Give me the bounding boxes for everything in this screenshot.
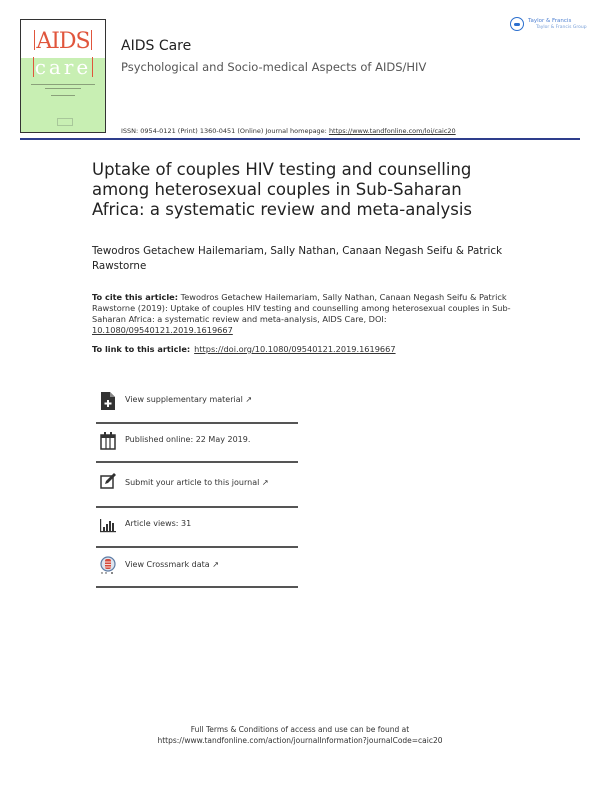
item-label: Submit your article to this journal ↗ [125, 478, 269, 487]
journal-homepage-link[interactable]: https://www.tandfonline.com/loi/caic20 [328, 127, 456, 135]
calendar-icon [100, 432, 116, 450]
cite-text: Tewodros Getachew Hailemariam, Sally Nathan, Canaan Negash Seifu & Patrick Rawstorne (2019): Uptake of couples HIV testing and counselling among heterosexual couples in Sub-Saharan Africa: a systematic review and meta-analysis, AIDS Care, DOI: [92, 292, 511, 324]
cite-label: To cite this article: [92, 292, 178, 302]
publisher-logo [510, 17, 587, 33]
edit-icon [100, 471, 116, 489]
terms-link[interactable]: https://www.tandfonline.com/action/journalInformation?journalCode=caic20 [157, 736, 443, 745]
taylor-francis-logo-icon [510, 17, 524, 31]
view-supplementary-button[interactable] [96, 384, 298, 420]
journal-title: AIDS Care [121, 38, 192, 54]
journal-subtitle: Psychological and Socio-medical Aspects of AIDS/HIV [121, 60, 427, 74]
external-link-icon: ↗ [261, 478, 269, 487]
cover-subtitle-line [31, 84, 95, 85]
article-views [96, 508, 298, 544]
cover-title-bottom: care [34, 55, 92, 79]
terms-footer [100, 724, 500, 746]
issn-text: ISSN: 0954-0121 (Print) 1360-0451 (Online) Journal homepage: [121, 127, 329, 135]
header-rule [20, 138, 580, 140]
external-link-icon: ↗ [245, 395, 253, 404]
item-label: View Crossmark data ↗ [125, 560, 219, 569]
article-title: Uptake of couples HIV testing and counselling among heterosexual couples in Sub-Saharan Africa: a systematic review and meta-analysis [92, 160, 473, 219]
cover-title-top: AIDS [36, 29, 90, 54]
cover-publisher-logo [57, 118, 73, 126]
article-authors: Tewodros Getachew Hailemariam, Sally Nathan, Canaan Negash Seifu & Patrick Rawstorne [92, 245, 503, 272]
citation-block [92, 292, 512, 336]
cite-doi-link[interactable]: 10.1080/09540121.2019.1619667 [92, 325, 233, 335]
bar-chart-icon [100, 516, 116, 534]
external-link-icon: ↗ [212, 560, 219, 569]
publisher-name: Taylor & Francis [528, 18, 572, 24]
terms-text: Full Terms & Conditions of access and use can be found at [190, 725, 410, 734]
item-label: Published online: 22 May 2019. [125, 435, 251, 444]
cover-subtitle-line [51, 95, 75, 96]
issn-line [121, 127, 456, 135]
view-crossmark-button[interactable] [96, 548, 298, 584]
supplementary-file-icon [100, 392, 116, 410]
article-link-line [92, 344, 512, 354]
article-doi-link[interactable]: https://doi.org/10.1080/09540121.2019.1619667 [194, 344, 396, 354]
divider [96, 586, 298, 588]
submit-article-button[interactable] [96, 463, 298, 499]
publisher-group: Taylor & Francis Group [536, 25, 587, 30]
item-label: View supplementary material ↗ [125, 395, 253, 404]
published-online [96, 424, 298, 460]
journal-cover [20, 19, 106, 133]
cover-subtitle-line [45, 88, 81, 89]
item-label: Article views: 31 [125, 519, 192, 528]
link-label: To link to this article: [92, 344, 191, 354]
crossmark-icon [100, 556, 116, 574]
